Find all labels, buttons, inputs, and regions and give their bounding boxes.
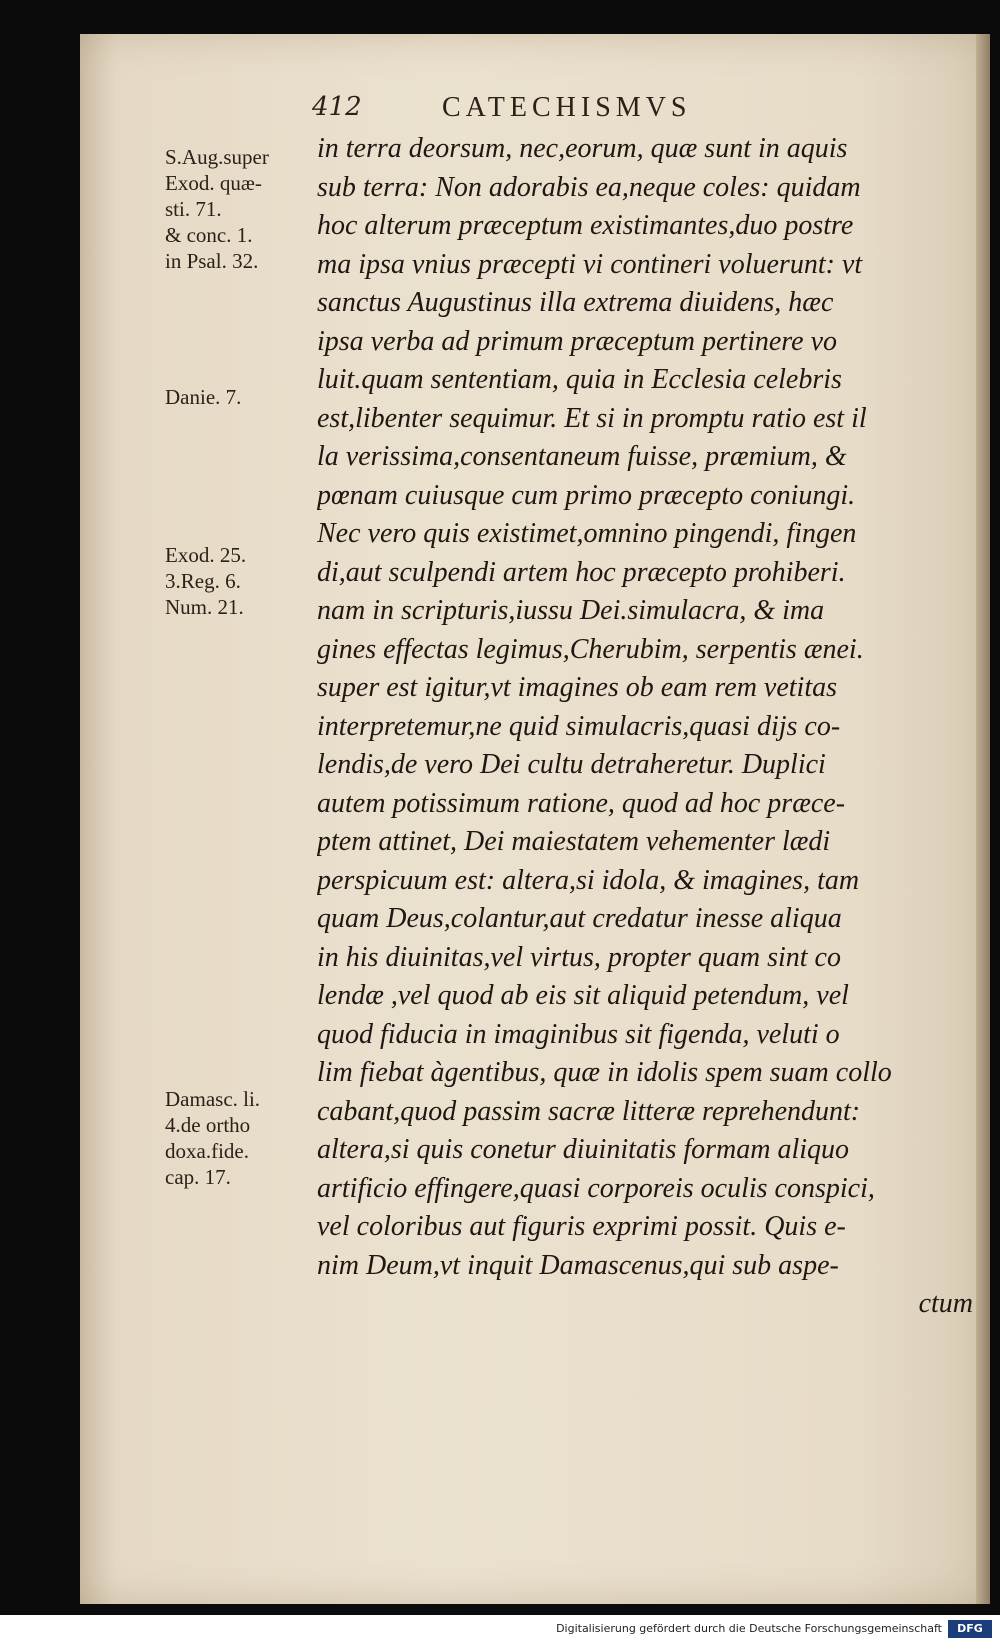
text-line: nim Deum,vt inquit Damascenus,qui sub aspe-	[317, 1249, 839, 1281]
text-line: lim fiebat àgentibus, quæ in idolis spem suam collo	[317, 1057, 892, 1088]
margin-note-line: Exod. quæ-	[165, 171, 262, 195]
text-line: est,libenter sequimur. Et si in promptu ratio est il	[317, 402, 867, 434]
margin-note-exodus	[165, 542, 315, 620]
margin-note-line: Exod. 25.	[165, 543, 247, 567]
text-line: in his diuinitas,vel virtus, propter quam sint co	[317, 941, 841, 973]
margin-note-line: Num. 21.	[165, 595, 244, 619]
text-line: quam Deus,colantur,aut credatur inesse aliqua	[317, 903, 842, 934]
margin-note-line: sti. 71.	[165, 197, 222, 221]
body-text	[317, 130, 977, 1324]
running-title: CATECHISMVS	[442, 92, 692, 123]
margin-note-line: S.Aug.super	[165, 145, 269, 169]
text-line: lendæ ,vel quod ab eis sit aliquid petendum, vel	[317, 980, 849, 1011]
margin-note-daniel	[165, 384, 315, 410]
text-line: ma ipsa vnius præcepti vi contineri voluerunt: vt	[317, 248, 863, 280]
text-line: Nec vero quis existimet,omnino pingendi, fingen	[317, 518, 857, 549]
text-line: la verissima,consentaneum fuisse, præmium, &	[317, 441, 847, 472]
margin-note-augustine	[165, 144, 315, 274]
margin-note-line: & conc. 1.	[165, 223, 253, 247]
text-line: super est igitur,vt imagines ob eam rem vetitas	[317, 672, 838, 703]
text-line: interpretemur,ne quid simulacris,quasi dijs co-	[317, 710, 841, 742]
text-line: pœnam cuiusque cum primo præcepto coniungi.	[317, 479, 856, 511]
text-line: ptem attinet, Dei maiestatem vehementer lædi	[317, 826, 831, 857]
catchword: ctum	[918, 1288, 973, 1319]
text-line: cabant,quod passim sacræ litteræ reprehendunt:	[317, 1095, 861, 1127]
margin-note-line: 4.de ortho	[165, 1113, 251, 1137]
text-line: di,aut sculpendi artem hoc præcepto prohiberi.	[317, 556, 846, 588]
margin-note-line: in Psal. 32.	[165, 249, 259, 273]
margin-note-line: Danie. 7.	[165, 385, 242, 409]
text-line: autem potissimum ratione, quod ad hoc præce-	[317, 787, 846, 819]
text-line: ipsa verba ad primum præceptum pertinere vo	[317, 325, 837, 357]
text-line: quod fiducia in imaginibus sit figenda, veluti o	[317, 1018, 840, 1050]
page-header	[312, 92, 912, 132]
book-page	[80, 34, 990, 1604]
text-line: sanctus Augustinus illa extrema diuidens, hæc	[317, 287, 834, 318]
text-line: lendis,de vero Dei cultu detraheretur. Duplici	[317, 749, 826, 780]
text-line: gines effectas legimus,Cherubim, serpentis ænei.	[317, 633, 864, 665]
text-line: hoc alterum præceptum existimantes,duo postre	[317, 210, 854, 241]
margin-note-line: cap. 17.	[165, 1165, 231, 1189]
text-line: altera,si quis conetur diuinitatis formam aliquo	[317, 1134, 850, 1165]
margin-note-damascenus	[165, 1086, 315, 1190]
text-line: in terra deorsum, nec,eorum, quæ sunt in aquis	[317, 133, 848, 164]
text-line: luit.quam sententiam, quia in Ecclesia celebris	[317, 364, 842, 395]
footer-bar	[0, 1615, 1000, 1645]
funding-note: Digitalisierung gefördert durch die Deutsche Forschungsgemeinschaft	[556, 1622, 942, 1635]
text-line: sub terra: Non adorabis ea,neque coles: quidam	[317, 171, 861, 203]
text-line: nam in scripturis,iussu Dei.simulacra, & ima	[317, 595, 825, 626]
page-edge	[976, 34, 990, 1604]
margin-note-line: 3.Reg. 6.	[165, 569, 241, 593]
page-number: 412	[312, 92, 362, 122]
margin-note-line: doxa.fide.	[165, 1139, 249, 1163]
margin-note-line: Damasc. li.	[165, 1087, 261, 1111]
text-line: perspicuum est: altera,si idola, & imagines, tam	[317, 864, 860, 896]
text-line: vel coloribus aut figuris exprimi possit. Quis e-	[317, 1211, 846, 1242]
dfg-logo: DFG	[948, 1620, 992, 1638]
text-line: artificio effingere,quasi corporeis oculis conspici,	[317, 1172, 875, 1204]
